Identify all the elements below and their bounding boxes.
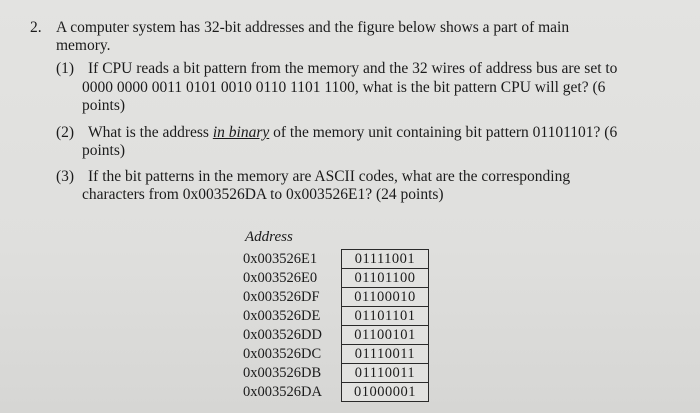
memory-row <box>243 326 429 345</box>
memory-address: 0x003526DD <box>243 327 322 343</box>
memory-cell: 01101100 <box>342 269 429 288</box>
part1-line3: points) <box>82 97 126 114</box>
memory-cell: 01101101 <box>342 307 429 326</box>
part2-line2: points) <box>82 142 126 159</box>
part3-line1: If the bit patterns in the memory are ASCII codes, what are the corresponding <box>88 168 571 185</box>
memory-cell: 01110011 <box>342 345 429 364</box>
part1-label: (1) <box>56 60 75 77</box>
memory-cell: 01000001 <box>342 383 429 402</box>
part1-line2: 0000 0000 0011 0101 0010 0110 1101 1100, what is the bit pattern CPU will get? (6 <box>82 79 606 96</box>
part1-line1: If CPU reads a bit pattern from the memory and the 32 wires of address bus are set to <box>88 60 618 77</box>
question-intro-line1: A computer system has 32-bit addresses and the figure below shows a part of main <box>56 19 570 36</box>
memory-row <box>243 288 429 307</box>
memory-address: 0x003526E0 <box>243 270 318 286</box>
memory-address: 0x003526DF <box>243 289 320 305</box>
part2-line1-pre: What is the address <box>88 124 213 141</box>
memory-cell: 01111001 <box>342 250 429 269</box>
memory-cell: 01110011 <box>342 364 429 383</box>
memory-address-header: Address <box>245 229 293 245</box>
memory-address: 0x003526E1 <box>243 251 318 267</box>
part2-line1 <box>88 124 617 142</box>
part2-emphasis: in binary <box>212 124 270 141</box>
question-intro-line2: memory. <box>56 37 111 54</box>
memory-address: 0x003526DA <box>243 384 322 400</box>
question-number: 2. <box>30 19 42 36</box>
memory-table <box>243 249 429 402</box>
part2-line1-post: of the memory unit containing bit pattern 01101101? (6 <box>269 124 618 141</box>
part3-line2: characters from 0x003526DA to 0x003526E1? (24 points) <box>82 186 444 203</box>
part2-label: (2) <box>56 124 75 141</box>
memory-cell: 01100010 <box>342 288 429 307</box>
memory-address: 0x003526DC <box>243 346 322 362</box>
memory-row <box>243 364 429 383</box>
memory-row <box>243 269 429 288</box>
memory-row <box>243 345 429 364</box>
memory-cell: 01100101 <box>342 326 429 345</box>
memory-row <box>243 383 429 402</box>
memory-address: 0x003526DE <box>243 308 321 324</box>
memory-address: 0x003526DB <box>243 365 322 381</box>
part3-label: (3) <box>56 168 75 185</box>
memory-row <box>243 250 429 269</box>
memory-row <box>243 307 429 326</box>
